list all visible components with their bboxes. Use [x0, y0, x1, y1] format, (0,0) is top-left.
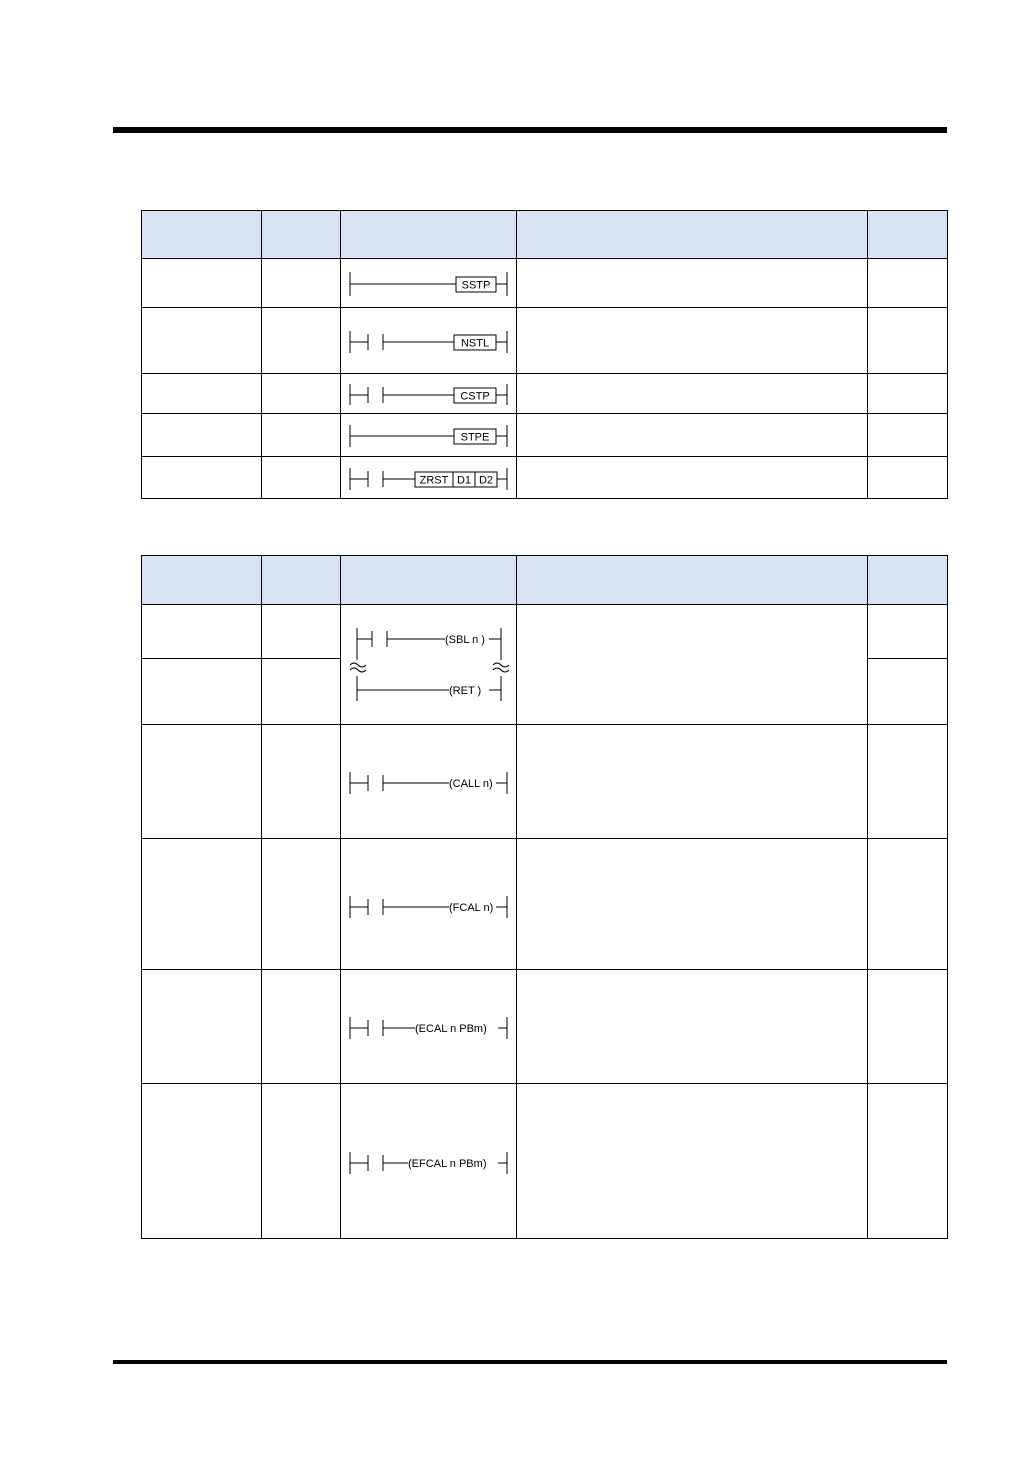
ladder-diagram-ecal [341, 970, 517, 1084]
ladder-diagram-sbl-ret [341, 605, 517, 725]
header-cell [142, 211, 262, 259]
header-cell [341, 556, 517, 605]
instruction-label: STPE [460, 431, 490, 443]
header-cell [868, 556, 948, 605]
step-ladder-table [141, 210, 948, 499]
ladder-diagram-nstl [341, 308, 517, 374]
header-cell [341, 211, 517, 259]
table-header-row [142, 556, 948, 605]
footer-rule [113, 1360, 947, 1364]
table-row [142, 457, 948, 499]
header-cell [262, 556, 341, 605]
ladder-diagram-call [341, 725, 517, 839]
header-cell [142, 556, 262, 605]
instruction-label: SSTP [461, 279, 491, 291]
ladder-diagram-cstp [341, 374, 517, 414]
table-header-row [142, 211, 948, 259]
ladder-diagram-stpe [341, 414, 517, 457]
table-row [142, 308, 948, 374]
table-row [142, 1084, 948, 1239]
table-row [142, 414, 948, 457]
ladder-diagram-zrst [341, 457, 517, 499]
ladder-diagram-fcal [341, 839, 517, 970]
instruction-label: (SBL n ) [445, 633, 485, 646]
header-cell [868, 211, 948, 259]
instruction-label: CSTP [460, 390, 490, 402]
header-cell [517, 556, 868, 605]
instruction-label: (EFCAL n PBm) [408, 1157, 487, 1170]
instruction-label: (RET ) [449, 684, 482, 697]
table-row [142, 725, 948, 839]
operand-label: D1 [456, 474, 472, 486]
ladder-diagram-sstp [341, 259, 517, 308]
table-row [142, 605, 948, 659]
instruction-label: (ECAL n PBm) [415, 1022, 487, 1035]
header-rule [113, 127, 947, 133]
header-cell [517, 211, 868, 259]
instruction-label: (FCAL n) [449, 901, 494, 914]
table-row [142, 374, 948, 414]
instruction-label: (CALL n) [449, 777, 493, 790]
header-cell [262, 211, 341, 259]
table-row [142, 970, 948, 1084]
subroutine-table [141, 555, 948, 1239]
table-row [142, 259, 948, 308]
operand-label: D2 [478, 474, 494, 486]
table-row [142, 839, 948, 970]
ladder-diagram-efcal [341, 1084, 517, 1239]
instruction-label: ZRST [419, 474, 449, 486]
instruction-label: NSTL [460, 337, 490, 349]
